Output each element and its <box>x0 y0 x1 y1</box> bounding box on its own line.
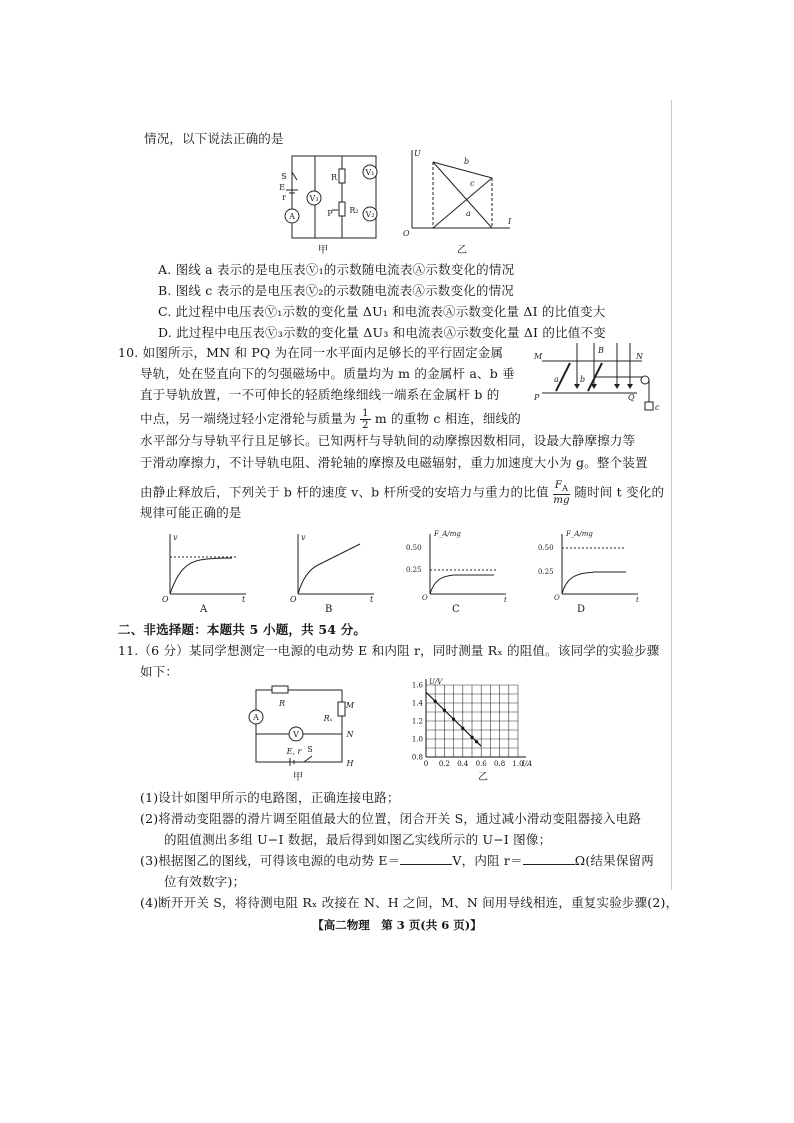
q10-graph-d-xlabel: t <box>636 596 639 604</box>
q10-graph-a-label: A <box>200 604 208 615</box>
data-point <box>461 727 464 730</box>
q9-label-r: r <box>282 193 286 202</box>
q10-graph-d-tick-050: 0.50 <box>538 544 554 552</box>
q11-line-1: 11.（6 分）某同学想测定一电源的电动势 E 和内阻 r，同时测量 Rₓ 的阻值。该同学的实验步骤 <box>118 643 660 658</box>
x-tick-label: 0.8 <box>494 760 506 768</box>
y-tick-label: 1.4 <box>411 699 423 708</box>
q9-option-a: A. 图线 a 表示的是电压表Ⓥ₁的示数随电流表Ⓐ示数变化的情况 <box>158 262 515 277</box>
q10-label-n: N <box>636 352 643 361</box>
page-margin-line <box>671 100 672 890</box>
q10-graph-d <box>532 528 642 608</box>
y-tick-label: 1.0 <box>411 735 423 744</box>
q10-graph-b-xlabel: t <box>370 595 374 604</box>
q9-voltmeter-v2: V₂ <box>365 210 375 219</box>
q10-line-4 <box>140 408 521 431</box>
q9-option-b: B. 图线 c 表示的是电压表Ⓥ₂的示数随电流表Ⓐ示数变化的情况 <box>158 283 514 298</box>
q10-graph-b-label: B <box>325 604 333 615</box>
q10-label-b: b <box>580 375 586 384</box>
q10-line-6: 于滑动摩擦力，不计导轨电阻、滑轮轴的摩擦及电磁辐射，重力加速度大小为 g。整个装置 <box>140 455 648 470</box>
q11-label-er: E, r <box>286 747 302 756</box>
q10-graph-a <box>160 532 250 612</box>
q11-label-h: H <box>346 759 354 768</box>
x-tick-label: 0.6 <box>475 760 487 768</box>
q11-label-r: R <box>278 699 286 708</box>
q10-graph-b-ylabel: v <box>301 533 306 542</box>
q9-label-s: S <box>281 172 287 181</box>
q10-fraction <box>360 408 371 431</box>
q11-step-3 <box>140 853 654 869</box>
q10-line-7b: 随时间 t 变化的 <box>574 484 665 500</box>
q11-step-2-cont: 的阻值测出多组 U−I 数据，最后得到如图乙实线所示的 U−I 图像； <box>164 832 552 847</box>
q11-label-n: N <box>346 730 354 739</box>
q10-line-7a: 由静止释放后，下列关于 b 杆的速度 v、b 杆所受的安培力与重力的比值 <box>140 484 549 500</box>
q11-label-m: M <box>345 701 355 710</box>
y-axis-label: U/V <box>429 678 443 686</box>
x-tick-label: 1.0 <box>512 760 524 768</box>
q10-line-5: 水平部分与导轨平行且足够长。已知两杆与导轨间的动摩擦因数相同，设最大静摩擦力等 <box>140 433 636 448</box>
data-point <box>434 700 437 703</box>
q11-voltmeter-v: V <box>293 730 299 739</box>
q10-label-p: P <box>534 393 540 402</box>
q9-intro: 情况，以下说法正确的是 <box>144 131 284 146</box>
q11-circuit-diagram <box>246 684 356 769</box>
q10-label-m: M <box>534 352 543 361</box>
y-tick-label: 0.8 <box>411 753 423 762</box>
q11-step-3b: V，内阻 r＝ <box>452 853 523 868</box>
resistance-answer-blank[interactable] <box>523 853 575 865</box>
q10-graph-d-label: D <box>577 604 586 615</box>
q10-label-a: a <box>554 375 559 384</box>
q11-label-s: S <box>307 745 313 754</box>
x-axis-label: I/A <box>522 760 533 768</box>
q10-rail-diagram <box>532 340 660 420</box>
q10-graph-d-ylabel: F_A/mg <box>566 530 593 538</box>
q9-voltmeter-v3: V₃ <box>309 194 319 203</box>
q9-circuit-diagram <box>280 152 380 252</box>
q9-option-d: D. 此过程中电压表Ⓥ₃示数的变化量 ΔU₃ 和电流表Ⓐ示数变化量 ΔI 的比值不变 <box>158 325 606 340</box>
q11-ui-chart <box>408 675 538 775</box>
data-point <box>443 709 446 712</box>
q10-graph-a-ylabel: v <box>173 533 178 542</box>
q10-graph-c <box>400 528 510 608</box>
q11-step-3-cont: 位有效数字)； <box>164 874 246 889</box>
data-point <box>470 736 473 739</box>
q10-graph-b-origin: O <box>290 595 297 604</box>
emf-answer-blank[interactable] <box>400 853 452 865</box>
q11-step-3c: Ω(结果保留两 <box>574 853 654 868</box>
q9-option-c: C. 此过程中电压表Ⓥ₁示数的变化量 ΔU₁ 和电流表Ⓐ示数变化量 ΔI 的比值变大 <box>158 304 606 319</box>
q10-graph-d-origin: O <box>554 594 560 602</box>
q9-fig-left-caption: 甲 <box>318 245 329 256</box>
q10-graph-c-tick-050: 0.50 <box>406 544 422 552</box>
q9-voltmeter-v1: V₁ <box>365 168 375 177</box>
q10-label-c: c <box>655 403 660 412</box>
q9-axis-i: I <box>508 217 512 226</box>
q10-line-4b: m 的重物 c 相连，细线的 <box>374 411 521 426</box>
q11-step-4: (4)断开开关 S，将待测电阻 Rₓ 改接在 N、H 之间，M、N 间用导线相连，重复实验步骤(2)， <box>140 895 679 910</box>
q10-ratio <box>553 480 570 506</box>
y-tick-label: 1.2 <box>411 717 423 726</box>
q10-graph-c-origin: O <box>422 594 428 602</box>
q10-frac-num: 1 <box>362 408 369 419</box>
q11-fig-right-caption: 乙 <box>478 772 489 783</box>
q10-graph-a-xlabel: t <box>242 595 246 604</box>
q9-line-b: b <box>464 157 470 166</box>
q9-label-e: E <box>279 183 285 192</box>
q9-line-a: a <box>466 209 471 218</box>
q11-ammeter-a: A <box>253 713 259 722</box>
q10-ratio-den: mg <box>553 495 570 506</box>
q9-origin: O <box>403 229 410 238</box>
q10-line-4a: 中点，另一端绕过轻小定滑轮与质量为 <box>140 411 356 426</box>
section-heading: 二、非选择题：本题共 5 小题，共 54 分。 <box>118 622 367 637</box>
data-point <box>452 718 455 721</box>
q11-label-rx: Rₓ <box>323 714 333 723</box>
q9-fig-right-caption: 乙 <box>457 245 468 256</box>
q9-axis-u: U <box>414 149 421 158</box>
q10-line-1: 10. 如图所示，MN 和 PQ 为在同一水平面内足够长的平行固定金属 <box>118 345 504 360</box>
q9-label-p: P <box>327 209 333 218</box>
q9-label-r2: R₂ <box>349 206 359 215</box>
q10-graph-d-tick-025: 0.25 <box>538 568 554 576</box>
q11-step-3a: (3)根据图乙的图线，可得该电源的电动势 E＝ <box>140 853 401 868</box>
x-tick-label: 0.4 <box>457 760 469 768</box>
q11-fig-left-caption: 甲 <box>293 772 304 783</box>
q10-graph-b <box>288 532 378 612</box>
x-tick-label: 0.2 <box>438 760 450 768</box>
q10-line-7 <box>140 480 664 506</box>
q10-label-field: B <box>598 346 604 355</box>
x-tick-label: 0 <box>423 760 429 768</box>
q10-graph-a-origin: O <box>162 595 169 604</box>
q9-line-c: c <box>470 179 475 188</box>
q10-graph-c-label: C <box>452 604 460 615</box>
q11-line-2: 如下： <box>140 664 179 679</box>
q10-line-2: 导轨，处在竖直向下的匀强磁场中。质量均为 m 的金属杆 a、b 垂 <box>140 366 515 381</box>
q10-graph-c-ylabel: F_A/mg <box>434 530 461 538</box>
q11-step-2: (2)将滑动变阻器的滑片调至阻值最大的位置，闭合开关 S，通过减小滑动变阻器接入电路 <box>140 811 642 826</box>
q10-line-3: 直于导轨放置，一不可伸长的轻质绝缘细线一端系在金属杆 b 的 <box>140 387 500 402</box>
q10-line-8: 规律可能正确的是 <box>140 505 242 520</box>
q9-label-r1: R <box>330 173 338 182</box>
q10-label-q: Q <box>628 393 635 402</box>
data-point <box>475 740 478 743</box>
q10-ratio-sub: A <box>562 483 569 493</box>
page-footer: 【高二物理 第 3 页(共 6 页)】 <box>312 918 482 932</box>
q10-graph-c-xlabel: t <box>504 596 507 604</box>
q11-step-1: (1)设计如图甲所示的电路图，正确连接电路； <box>140 790 400 805</box>
q10-graph-c-tick-025: 0.25 <box>406 566 422 574</box>
q10-ratio-num: F <box>554 480 562 491</box>
q10-frac-den: 2 <box>362 420 369 431</box>
y-tick-label: 1.6 <box>411 681 423 690</box>
q9-ammeter-a: A <box>289 212 295 221</box>
q9-ui-graph <box>402 148 512 238</box>
